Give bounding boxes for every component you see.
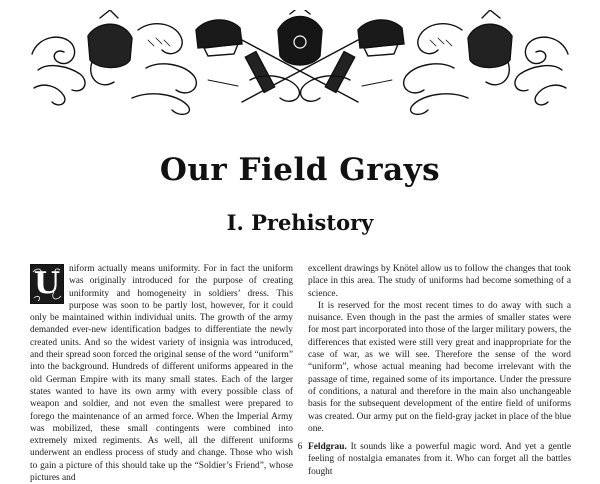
page-title: Our Field Grays [159,152,441,188]
paragraph-continuation: excellent drawings by Knötel allow us to follow the changes that took place in this area. The study of uniforms had become something of a science. [308,264,571,299]
section-heading: I. Prehistory [226,210,374,235]
paragraph-1: niform actually means uniformity. For in fact the uniform was originally introduced for the purpose of creating uniformity and homogeneity in soldiers’ dress. This purpose was soon to be partly lost, however, for it could only be maintained within individual units. The growth of the army demanded ever-new identification badges to differentiate the newly created units. And so the widest variety of insignia was introduced, and their spread soon forced the original sense of the word “uniform” into the background. Hundreds of different uniforms appeared in the old German Empire with its many small states. Each of the larger states wanted to have its own army with every possible class of weapon and soldier, and not even the smallest were prepared to forego the maintenance of an armed force. When the Imperial Army was mobilized, these small contingents were combined into extremely mixed regiments. As well, all the different uniforms underwent an endless process of study and change. Those who wish to gain a picture of this should take up the “Soldier’s Friend”, whose pictures and [30,264,293,484]
decorated-dropcap [30,264,64,304]
heraldic-banner-ornament-icon [28,10,572,122]
paragraph-3-text: It sounds like a powerful magic word. And yet a gentle feeling of nostalgia emanates from it. Who can forget all the battles fought [308,442,571,477]
page-number: 6 [297,441,303,451]
paragraph-3-lead: Feldgrau. [308,442,347,453]
dropcap-letter: U [33,266,61,301]
paragraph-2: It is reserved for the most recent times to do away with such a nuisance. Even though in the past the armies of smaller states were for most part incorporated into those of the larger military powers, the differences that existed were still very great and inappropriate for the case of war, as we will see. Therefore the sense of the word “uniform”, whose actual meaning had become irrelevant with the passage of time, regained some of its importance. Under the pressure of conditions, a natural and therefore in the main also unchangeable basis for the subsequent development of the entire field of uniforms was created. Our army put on the field-gray jacket in place of the blue one. [308,300,571,434]
